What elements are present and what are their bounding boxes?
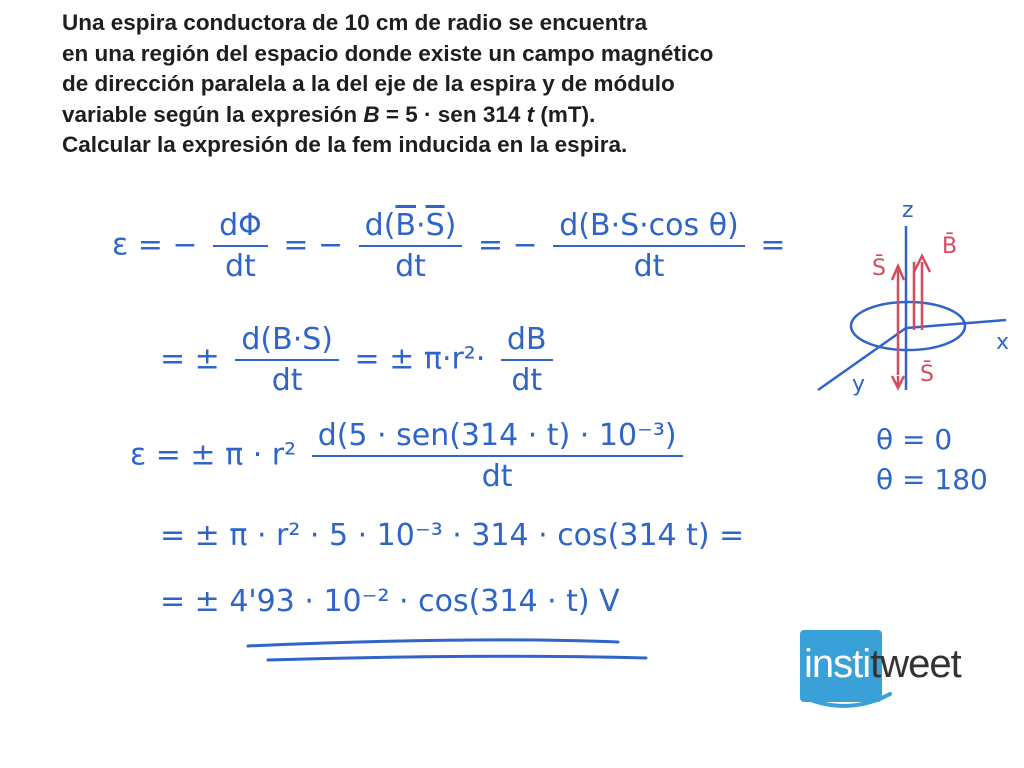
fraction-denominator: dt — [225, 249, 256, 284]
equation-text: = ± — [160, 341, 220, 377]
problem-line: en una región del espacio donde existe un campo magnético — [62, 40, 714, 66]
fraction-numerator: d(5 · sen(314 · t) · 10⁻³) — [312, 418, 683, 457]
equation-text: ε = ± π · r² — [130, 437, 297, 473]
equation-text: · — [416, 208, 426, 243]
axis-label-y: y — [852, 372, 866, 397]
vector-label-b: B̄ — [942, 234, 958, 259]
problem-text: (mT). — [534, 101, 596, 127]
problem-symbol-b: B — [363, 101, 380, 127]
fraction-denominator: dt — [271, 363, 303, 398]
vector-label-s-down: S̄ — [920, 362, 934, 387]
fraction-denominator: dt — [481, 459, 513, 494]
angle-cases — [876, 420, 988, 500]
axis-label-x: x — [996, 330, 1010, 355]
equation-row-5: = ± 4'93 · 10⁻² · cos(314 · t) V — [160, 584, 620, 619]
problem-line: de dirección paralela a la del eje de la espira y de módulo — [62, 71, 675, 96]
axis-label-z: z — [902, 198, 914, 223]
problem-text: variable según la expresión — [62, 101, 364, 127]
vector-s: $\overline{S}$ — [425, 208, 445, 243]
problem-line: Calcular la expresión de la fem inducida en la espira. — [62, 132, 628, 157]
equation-text: d( — [364, 208, 396, 243]
logo-text — [804, 642, 961, 687]
logo-swoosh — [804, 692, 894, 712]
fraction-numerator: d(B·S·cos θ) — [553, 208, 745, 247]
equation-text: = — [760, 227, 786, 263]
vector-b: $\overline{B}$ — [395, 208, 417, 243]
angle-case-0: θ = 0 — [876, 423, 953, 456]
institweet-logo — [800, 630, 1010, 708]
angle-case-180: θ = 180 — [876, 463, 988, 496]
fraction-denominator: dt — [633, 249, 665, 284]
axes-sketch — [810, 190, 1024, 420]
problem-line: Una espira conductora de 10 cm de radio se encuentra — [62, 10, 648, 35]
problem-text: = 5 · sen 314 — [379, 101, 527, 127]
fraction-numerator: dB — [501, 322, 553, 361]
logo-text-tweet: tweet — [870, 642, 961, 686]
vector-label-s-up: S̄ — [872, 256, 886, 281]
equation-row-4: = ± π · r² · 5 · 10⁻³ · 314 · cos(314 t) = — [160, 518, 745, 553]
equation-text: = − — [283, 227, 344, 263]
fraction-denominator: dt — [395, 249, 426, 284]
equation-text: = − — [477, 227, 538, 263]
equation-text: ε = − — [112, 227, 198, 263]
logo-text-insti: insti — [804, 642, 871, 686]
equation-text: ) — [444, 208, 457, 243]
fraction-numerator: d(B·S) — [235, 322, 339, 361]
fraction-denominator: dt — [511, 363, 543, 398]
fraction-numerator: dΦ — [213, 208, 268, 247]
equation-text: = ± π·r²· — [354, 341, 486, 377]
problem-symbol-t: t — [526, 101, 535, 127]
